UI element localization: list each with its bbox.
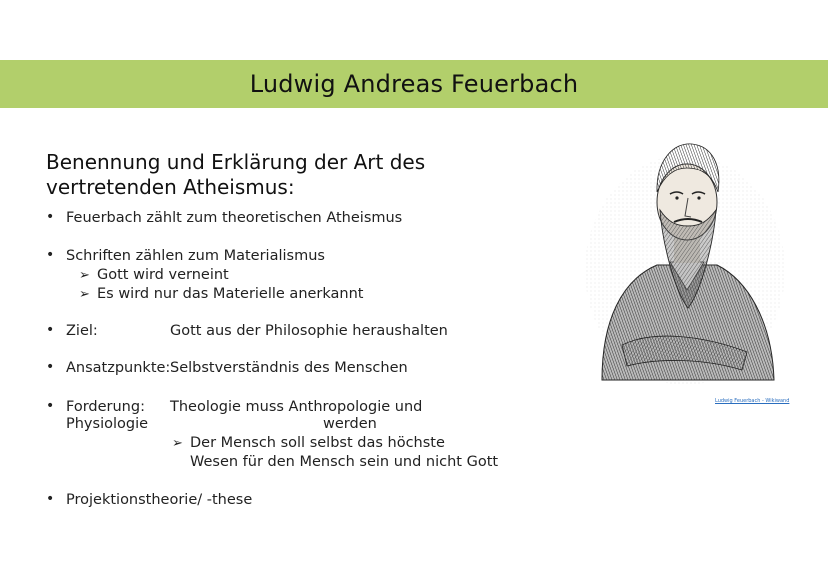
slide-title: Ludwig Andreas Feuerbach (249, 70, 579, 98)
image-caption-link[interactable]: Ludwig Feuerbach - Wikiwand (715, 398, 790, 404)
bullet-demand-physiology: Physiologie (66, 416, 149, 432)
bullet-label-approach: Ansatzpunkte: (66, 360, 171, 376)
bullet-text-goal: Gott aus der Philosophie heraushalten (170, 323, 448, 339)
bullet-text-approach: Selbstverständnis des Menschen (170, 360, 408, 376)
bullet-demand-become: werden (323, 416, 377, 432)
feuerbach-portrait-image (582, 130, 787, 388)
bullet-projection-theory: Projektionstheorie/ -these (66, 492, 253, 508)
arrow-bullet-icon: ➢ (172, 436, 183, 451)
heading-line-2: vertretenden Atheismus: (46, 175, 295, 199)
section-heading (46, 150, 425, 200)
title-band (0, 60, 828, 108)
bullet-dot: • (46, 359, 55, 375)
heading-line-1: Benennung und Erklärung der Art des (46, 150, 426, 174)
bullet-theoretical-atheism: Feuerbach zählt zum theoretischen Atheismus (66, 210, 403, 226)
bullet-dot: • (46, 491, 55, 507)
sub-bullet-god-denied: Gott wird verneint (97, 267, 229, 283)
sub-bullet-material-only: Es wird nur das Materielle anerkannt (97, 286, 364, 302)
bullet-materialism: Schriften zählen zum Materialismus (66, 248, 325, 264)
bullet-dot: • (46, 398, 55, 414)
sub-bullet-human-highest-2: Wesen für den Mensch sein und nicht Gott (190, 454, 499, 470)
bullet-label-demand: Forderung: (66, 399, 145, 415)
bullet-dot: • (46, 209, 55, 225)
sub-bullet-human-highest-1: Der Mensch soll selbst das höchste (190, 435, 445, 451)
bullet-text-demand: Theologie muss Anthropologie und (170, 399, 423, 415)
bullet-dot: • (46, 247, 55, 263)
arrow-bullet-icon: ➢ (79, 287, 90, 302)
bullet-dot: • (46, 322, 55, 338)
bullet-label-goal: Ziel: (66, 323, 98, 339)
arrow-bullet-icon: ➢ (79, 268, 90, 283)
